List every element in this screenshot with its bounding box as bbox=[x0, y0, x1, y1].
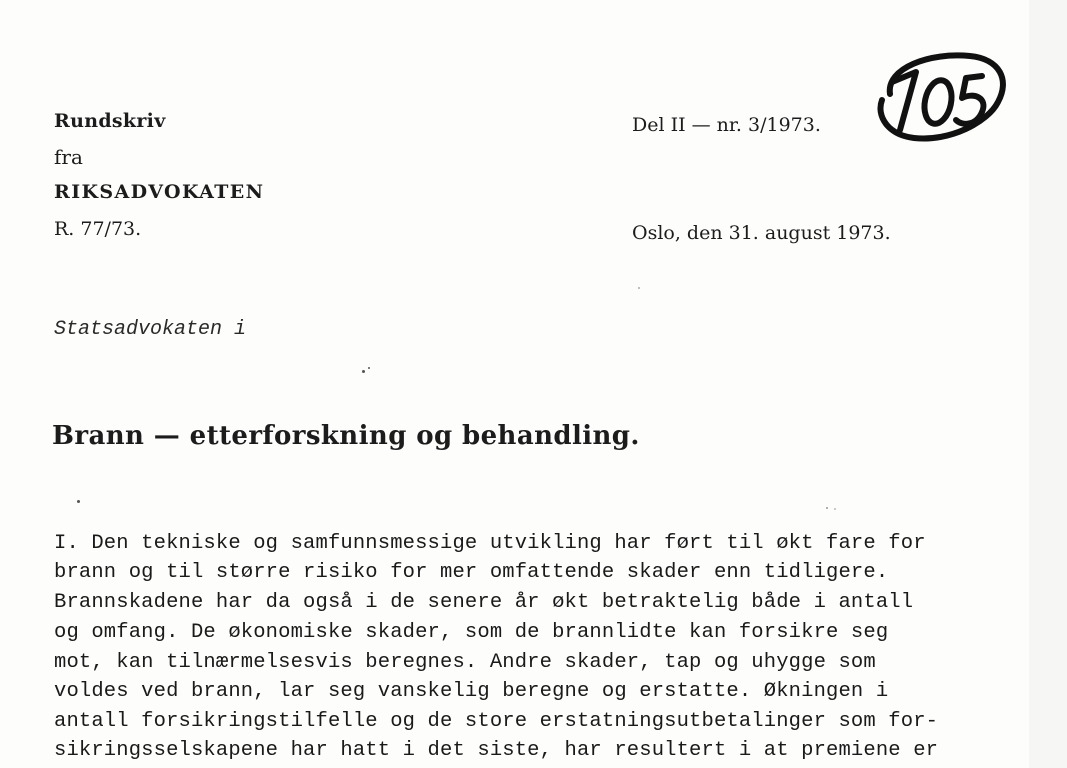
document-heading: Brann — etterforskning og behandling. bbox=[52, 421, 640, 451]
series-reference: Del II — nr. 3/1973. bbox=[632, 114, 821, 136]
scan-speck bbox=[826, 507, 828, 509]
scan-speck bbox=[834, 508, 836, 510]
circular-label: Rundskriv bbox=[54, 110, 166, 132]
body-line: brann og til større risiko for mer omfattende skader enn tidligere. bbox=[54, 561, 889, 584]
addressee: Statsadvokaten i bbox=[54, 318, 247, 341]
scan-speck bbox=[368, 367, 370, 369]
scan-speck bbox=[638, 287, 640, 289]
body-line: I. Den tekniske og samfunnsmessige utvikling har ført til økt fare for bbox=[54, 532, 926, 555]
body-line: Brannskadene har da også i de senere år økt betraktelig både i antall bbox=[54, 591, 914, 614]
body-line: antall forsikringstilfelle og de store erstatningsutbetalinger som for- bbox=[54, 710, 939, 733]
scan-speck bbox=[77, 500, 80, 503]
body-line: voldes ved brann, lar seg vanskelig beregne og erstatte. Økningen i bbox=[54, 680, 889, 703]
body-line: mot, kan tilnærmelsesvis beregnes. Andre skader, tap og uhygge som bbox=[54, 651, 876, 674]
scan-speck bbox=[362, 370, 365, 373]
body-line: og omfang. De økonomiske skader, som de brannlidte kan forsikre seg bbox=[54, 621, 889, 644]
sender-reference: R. 77/73. bbox=[54, 218, 142, 240]
sender-organization: RIKSADVOKATEN bbox=[54, 181, 265, 203]
body-line: sikringsselskapene har hatt i det siste, har resultert i at premiene er bbox=[54, 739, 939, 762]
handwritten-number-stamp bbox=[870, 46, 1010, 146]
page-edge bbox=[1029, 0, 1067, 768]
place-date: Oslo, den 31. august 1973. bbox=[632, 222, 891, 244]
sender-from: fra bbox=[54, 145, 83, 169]
